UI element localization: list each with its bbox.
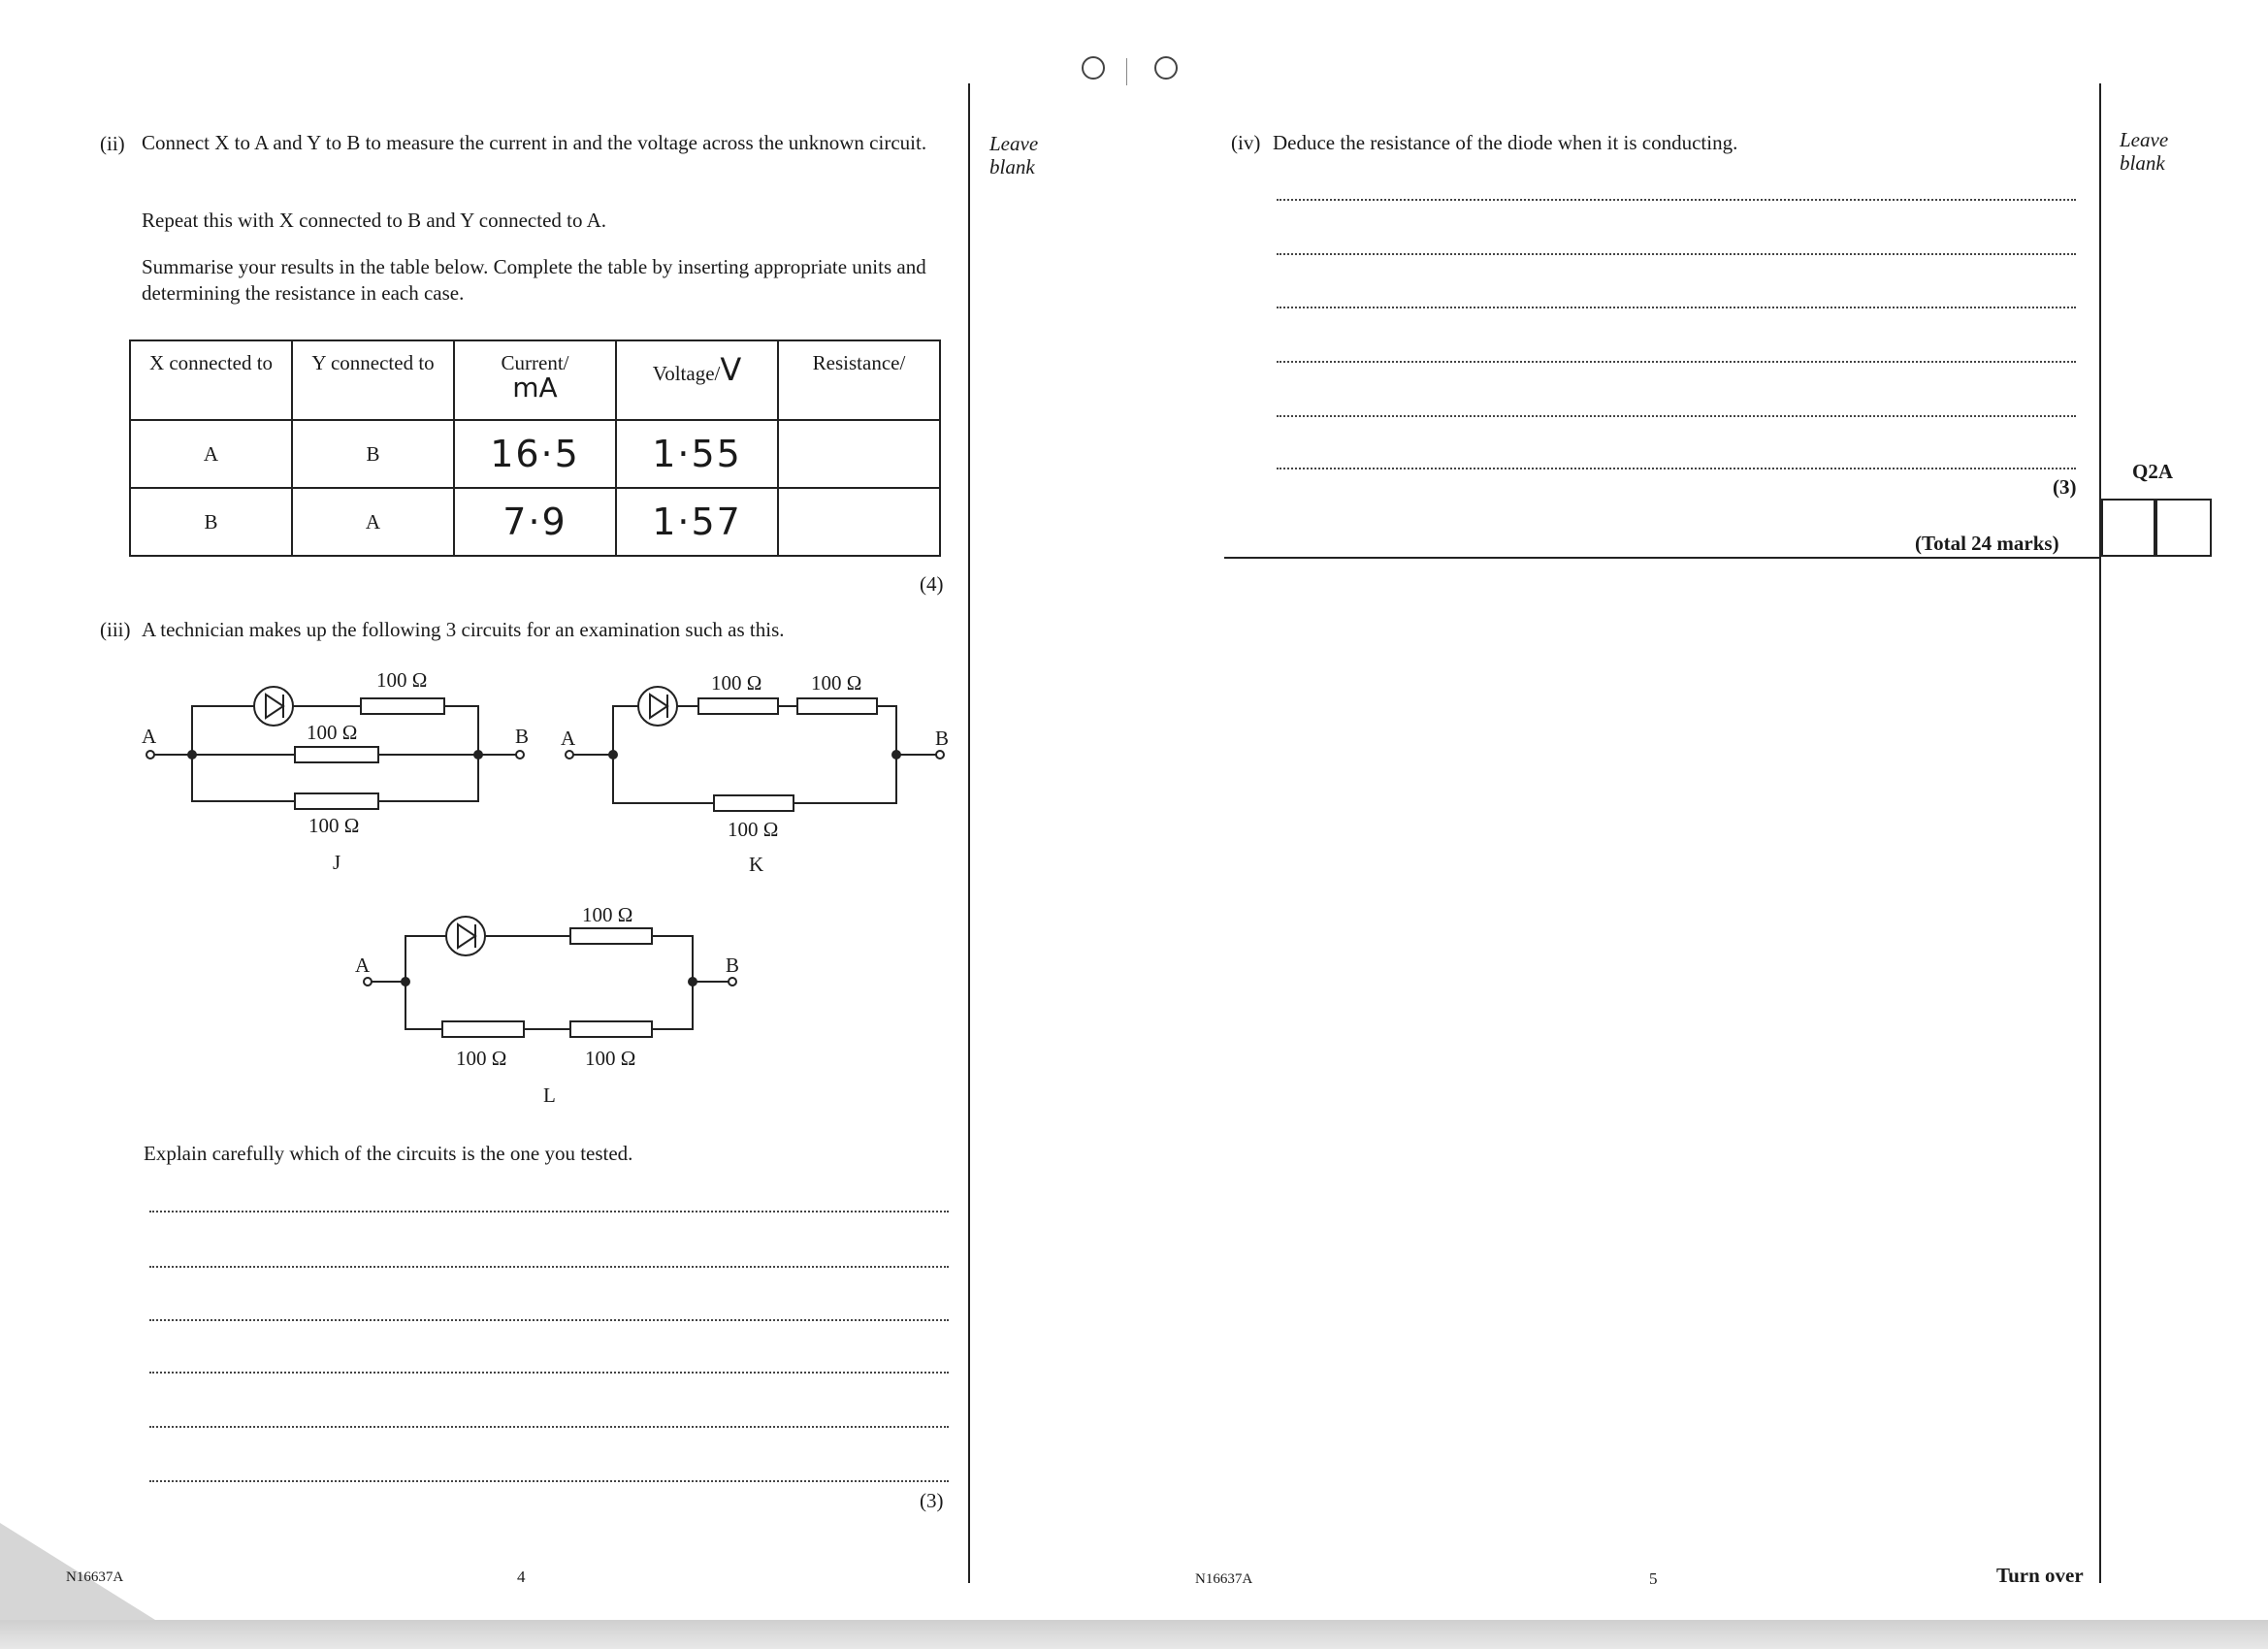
right-margin-rule <box>2099 83 2101 1583</box>
examiner-mark-box[interactable] <box>2154 499 2212 557</box>
header-resistance: Resistance/ <box>778 340 940 420</box>
answer-line[interactable] <box>149 1426 949 1428</box>
header-y: Y connected to <box>292 340 454 420</box>
part-iv-label: (iv) <box>1231 131 1261 154</box>
header-voltage-label: Voltage/ <box>652 362 721 385</box>
terminal-a: A <box>355 954 371 977</box>
resistor-label: 100 Ω <box>811 671 862 695</box>
part-iv-marks: (3) <box>2053 475 2077 499</box>
cell-x: A <box>130 420 292 488</box>
terminal-b: B <box>935 727 950 750</box>
voltage-unit-handwritten: V <box>720 351 742 388</box>
turn-over: Turn over <box>1996 1564 2084 1587</box>
answer-line[interactable] <box>1277 199 2076 201</box>
cell-voltage[interactable]: 1·55 <box>616 420 778 488</box>
cell-x: B <box>130 488 292 556</box>
cell-current[interactable]: 7·9 <box>454 488 616 556</box>
current-unit-handwritten: mA <box>512 372 558 404</box>
resistor-label: 100 Ω <box>711 671 762 695</box>
resistor-label: 100 Ω <box>585 1047 636 1070</box>
part-ii-label: (ii) <box>100 132 125 155</box>
part-iii-label: (iii) <box>100 618 131 641</box>
cell-y: A <box>292 488 454 556</box>
left-margin-rule <box>968 83 970 1583</box>
circuit-j-labels <box>142 668 529 874</box>
circuit-l-label: L <box>543 1083 556 1107</box>
header-x: X connected to <box>130 340 292 420</box>
question-end-rule <box>1224 557 2101 559</box>
terminal-a: A <box>142 725 157 748</box>
cell-y: B <box>292 420 454 488</box>
page-number-right: 5 <box>1649 1569 1658 1588</box>
part-ii-summarise: Summarise your results in the table below. Complete the table by inserting appropriate units and determining the resistance in each case. <box>142 255 926 305</box>
circuit-l <box>364 917 736 1037</box>
resistor-label: 100 Ω <box>728 818 779 841</box>
footer-code-left: N16637A <box>66 1569 124 1585</box>
header-current-label: Current/ <box>501 351 569 374</box>
answer-line[interactable] <box>1277 415 2076 417</box>
circuit-k-label: K <box>749 853 764 876</box>
answer-line[interactable] <box>1277 361 2076 363</box>
leave-blank-left-1: Leave <box>989 132 1039 155</box>
examiner-mark-box[interactable] <box>2101 499 2157 557</box>
circuit-k-labels <box>561 671 949 876</box>
circuit-k <box>566 687 944 811</box>
answer-line[interactable] <box>149 1266 949 1268</box>
resistor-label: 100 Ω <box>376 668 428 692</box>
total-marks: (Total 24 marks) <box>1915 532 2059 555</box>
leave-blank-right-1: Leave <box>2120 128 2169 151</box>
resistor-label: 100 Ω <box>307 721 358 744</box>
part-ii-text: Connect X to A and Y to B to measure the current in and the voltage across the unknown circuit. <box>142 131 927 154</box>
terminal-b: B <box>515 725 530 748</box>
resistor-label: 100 Ω <box>456 1047 507 1070</box>
cell-current[interactable]: 16·5 <box>454 420 616 488</box>
answer-line[interactable] <box>1277 253 2076 255</box>
circuit-l-labels <box>355 903 739 1107</box>
part-iii-marks: (3) <box>920 1489 944 1512</box>
cell-voltage[interactable]: 1·57 <box>616 488 778 556</box>
answer-line[interactable] <box>1277 307 2076 308</box>
part-ii-marks: (4) <box>920 572 944 596</box>
leave-blank-right-2: blank <box>2120 151 2165 175</box>
answer-line[interactable] <box>149 1372 949 1374</box>
part-ii-repeat: Repeat this with X connected to B and Y connected to A. <box>142 209 606 232</box>
resistor-label: 100 Ω <box>308 814 360 837</box>
answer-line[interactable] <box>149 1211 949 1212</box>
answer-line[interactable] <box>149 1480 949 1482</box>
circuit-j <box>146 687 524 809</box>
part-iii-text: A technician makes up the following 3 circuits for an examination such as this. <box>142 618 785 641</box>
footer-code-right: N16637A <box>1195 1571 1253 1587</box>
part-iv-text: Deduce the resistance of the diode when it is conducting. <box>1273 131 1738 154</box>
circuit-j-label: J <box>333 851 341 874</box>
part-iii-explain: Explain carefully which of the circuits is the one you tested. <box>144 1142 633 1165</box>
answer-line[interactable] <box>1277 468 2076 469</box>
question-box-label: Q2A <box>2132 460 2173 483</box>
page-number-left: 4 <box>517 1568 526 1586</box>
leave-blank-left-2: blank <box>989 155 1035 178</box>
resistor-label: 100 Ω <box>582 903 633 926</box>
terminal-a: A <box>561 727 576 750</box>
answer-line[interactable] <box>149 1319 949 1321</box>
terminal-b: B <box>726 954 740 977</box>
